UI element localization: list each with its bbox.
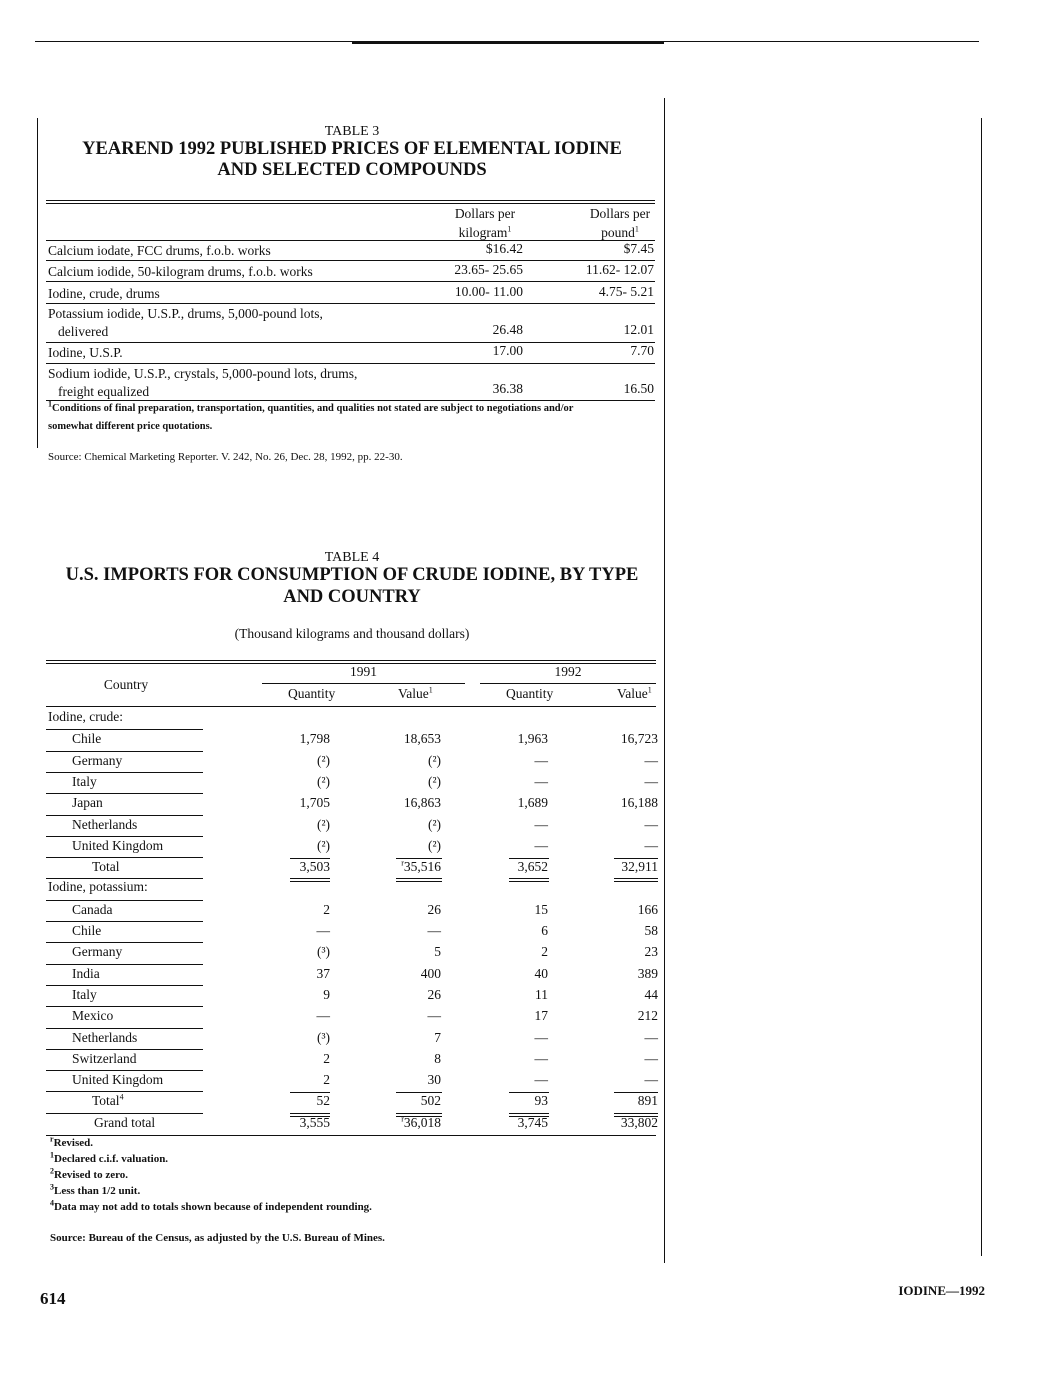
table-row-country: Canada bbox=[72, 901, 113, 917]
table-row-country: Italy bbox=[72, 773, 97, 789]
total-rule bbox=[290, 858, 330, 859]
table4-bottom-rule bbox=[46, 1135, 656, 1136]
table3-row-kg: $16.42 bbox=[485, 241, 523, 256]
cell-q1991: (³) bbox=[316, 1029, 330, 1045]
table3-row-kg: 17.00 bbox=[492, 343, 523, 358]
row-rule bbox=[46, 900, 203, 901]
cell-q1991: (³) bbox=[316, 944, 330, 960]
page-number: 614 bbox=[40, 1289, 66, 1308]
cell-v1992: 32,911 bbox=[621, 859, 658, 875]
table3-col1-line2: kilogram$^1$ bbox=[458, 224, 512, 240]
row-rule bbox=[46, 942, 203, 943]
row-rule bbox=[46, 1091, 203, 1092]
total-double-rule bbox=[396, 878, 442, 879]
cell-v1992: — bbox=[644, 837, 658, 853]
cell-q1992: 17 bbox=[534, 1008, 548, 1024]
table-row-country: United Kingdom bbox=[72, 837, 164, 853]
cell-v1992: — bbox=[644, 1072, 658, 1088]
cell-q1991: 2 bbox=[323, 1050, 330, 1066]
cell-q1991: 1,798 bbox=[299, 731, 330, 747]
total-double-rule bbox=[509, 881, 549, 882]
table3-row-label: Sodium iodide, U.S.P., crystals, 5,000-pound lots, drums, bbox=[48, 366, 358, 381]
table3-row-kg: 10.00- 11.00 bbox=[454, 284, 523, 299]
table3-label: TABLE 3 bbox=[324, 124, 380, 139]
cell-v1991: $^r$35,516 bbox=[401, 858, 441, 875]
table4-footnote-1: $^1$Declared c.i.f. valuation. bbox=[50, 1150, 169, 1165]
cell-v1991: (²) bbox=[427, 773, 441, 789]
cell-q1991: 9 bbox=[323, 986, 330, 1002]
row-rule bbox=[46, 815, 203, 816]
cell-q1992: 3,652 bbox=[517, 859, 548, 875]
table3-row-label: Calcium iodide, 50-kilogram drums, f.o.b. works bbox=[48, 264, 313, 279]
cell-v1991: (²) bbox=[427, 752, 441, 768]
quantity-header-1991: Quantity bbox=[288, 686, 336, 701]
total-double-rule bbox=[290, 881, 330, 882]
table3-title-line2: AND SELECTED COMPOUNDS bbox=[217, 160, 487, 180]
table3-source: Source: Chemical Marketing Reporter. V. 242, No. 26, Dec. 28, 1992, pp. 22-30. bbox=[48, 451, 403, 463]
row-rule bbox=[46, 1028, 203, 1029]
table4-country-header: Country bbox=[103, 677, 149, 692]
table4-top-rule bbox=[46, 660, 656, 661]
cell-q1991: 3,503 bbox=[299, 859, 330, 875]
table3-row-label: Calcium iodate, FCC drums, f.o.b. works bbox=[48, 243, 271, 258]
table-row-country: Mexico bbox=[72, 1008, 114, 1024]
cell-v1992: 389 bbox=[637, 965, 658, 981]
section-heading: Iodine, crude: bbox=[48, 709, 123, 724]
table3-row-lb: 11.62- 12.07 bbox=[585, 262, 654, 277]
cell-q1991: — bbox=[316, 923, 330, 938]
table3-col1-header bbox=[425, 204, 545, 242]
row-rule bbox=[46, 363, 655, 364]
cell-v1991: $^r$36,018 bbox=[401, 1114, 441, 1130]
cell-q1992: 11 bbox=[535, 986, 548, 1002]
cell-v1991: 5 bbox=[434, 944, 441, 960]
total-rule bbox=[290, 1092, 330, 1093]
table4-footnote-revised: $^r$Revised. bbox=[50, 1134, 93, 1149]
cell-q1992: — bbox=[534, 837, 548, 853]
table-row-country: Grand total bbox=[94, 1114, 156, 1130]
row-rule bbox=[46, 1113, 203, 1114]
cell-q1991: 2 bbox=[323, 901, 330, 917]
table4-year2-header: 1992 bbox=[554, 664, 582, 679]
table3-row-lb: $7.45 bbox=[623, 241, 654, 256]
cell-q1992: 15 bbox=[534, 901, 548, 917]
row-rule bbox=[46, 964, 203, 965]
total-rule bbox=[509, 858, 549, 859]
cell-v1991: (²) bbox=[427, 837, 441, 853]
cell-q1991: 3,555 bbox=[299, 1114, 330, 1130]
total-double-rule bbox=[396, 881, 442, 882]
cell-q1991: (²) bbox=[316, 752, 330, 768]
value-header-1992: Value$^1$ bbox=[617, 685, 652, 701]
table4-title-line1: U.S. IMPORTS FOR CONSUMPTION OF CRUDE IODINE, BY TYPE bbox=[65, 565, 639, 585]
quantity-header-1992: Quantity bbox=[506, 686, 554, 701]
table3-col2-line2: pound$^1$ bbox=[601, 224, 639, 240]
table4-year1-header: 1991 bbox=[350, 664, 377, 679]
row-rule bbox=[46, 729, 203, 730]
table3-row-kg: 26.48 bbox=[492, 322, 523, 337]
cell-v1991: — bbox=[427, 923, 441, 938]
total-double-rule bbox=[614, 881, 658, 882]
year2-span-rule bbox=[480, 683, 656, 684]
cell-v1991: 26 bbox=[427, 986, 441, 1002]
cell-q1991: (²) bbox=[316, 816, 330, 832]
cell-v1992: 16,188 bbox=[620, 795, 658, 811]
cell-v1991: — bbox=[427, 1008, 441, 1024]
cell-v1992: 212 bbox=[637, 1008, 658, 1024]
cell-q1992: 3,745 bbox=[517, 1114, 548, 1130]
cell-v1991: 16,863 bbox=[403, 795, 441, 811]
table-row-country: Switzerland bbox=[72, 1050, 137, 1066]
table3-row-label-cont: freight equalized bbox=[58, 384, 150, 399]
cell-q1992: 6 bbox=[541, 923, 548, 938]
table-row-country: Germany bbox=[72, 752, 123, 768]
table-row-country: Total bbox=[92, 859, 120, 875]
total-double-rule bbox=[614, 1113, 658, 1114]
cell-q1991: (²) bbox=[316, 837, 330, 853]
table3-row-lb: 7.70 bbox=[630, 343, 654, 358]
running-title: IODINE—1992 bbox=[898, 1283, 985, 1298]
table4-header-rule bbox=[46, 706, 656, 707]
table-row-country: Total$^4$ bbox=[92, 1092, 124, 1109]
row-rule bbox=[46, 260, 655, 261]
cell-q1992: — bbox=[534, 1050, 548, 1066]
table3-row-kg: 36.38 bbox=[492, 381, 523, 396]
table3-footnote: $^1$Conditions of final preparation, transportation, quantities, and qualities not stated are subject to negotiations and/or bbox=[48, 399, 574, 414]
table-row-country: Netherlands bbox=[72, 816, 138, 832]
table3-row-label: Iodine, U.S.P. bbox=[48, 345, 123, 360]
total-rule bbox=[614, 858, 658, 859]
total-rule bbox=[396, 858, 442, 859]
cell-q1992: 1,963 bbox=[517, 731, 548, 747]
cell-v1992: — bbox=[644, 1029, 658, 1045]
center-column-rule bbox=[664, 98, 665, 1263]
row-rule bbox=[46, 921, 203, 922]
cell-q1992: — bbox=[534, 1072, 548, 1088]
table3-bottom-rule bbox=[46, 400, 655, 401]
total-double-rule bbox=[290, 878, 330, 879]
cell-v1992: — bbox=[644, 1050, 658, 1066]
cell-v1992: 33,802 bbox=[620, 1114, 658, 1130]
cell-v1992: 891 bbox=[637, 1093, 658, 1109]
cell-v1992: — bbox=[644, 773, 658, 789]
cell-v1991: 30 bbox=[427, 1072, 441, 1088]
row-rule bbox=[46, 1070, 203, 1071]
cell-q1992: 40 bbox=[534, 965, 548, 981]
table-row-country: Italy bbox=[72, 986, 97, 1002]
cell-v1992: — bbox=[644, 752, 658, 768]
row-rule bbox=[46, 857, 203, 858]
cell-q1992: — bbox=[534, 773, 548, 789]
cell-q1992: 93 bbox=[534, 1093, 548, 1109]
table4-label: TABLE 4 bbox=[324, 550, 380, 565]
cell-v1991: 7 bbox=[434, 1029, 441, 1045]
cell-v1992: 16,723 bbox=[620, 731, 658, 747]
cell-q1992: 1,689 bbox=[517, 795, 548, 811]
cell-v1992: — bbox=[644, 816, 658, 832]
cell-q1992: — bbox=[534, 752, 548, 768]
cell-v1991: 8 bbox=[434, 1050, 441, 1066]
cell-v1991: 18,653 bbox=[403, 731, 441, 747]
table3-col2-line1: Dollars per bbox=[589, 206, 651, 221]
cell-q1992: — bbox=[534, 1029, 548, 1045]
cell-q1991: (²) bbox=[316, 773, 330, 789]
table-row-country: Japan bbox=[72, 795, 103, 811]
cell-v1992: 166 bbox=[637, 901, 658, 917]
cell-q1992: — bbox=[534, 816, 548, 832]
cell-q1991: 1,705 bbox=[299, 795, 330, 811]
table4-title-line2: AND COUNTRY bbox=[283, 587, 421, 607]
row-rule bbox=[46, 303, 655, 304]
table3-row-lb: 16.50 bbox=[623, 381, 654, 396]
row-rule bbox=[46, 985, 203, 986]
row-rule bbox=[46, 281, 655, 282]
table3-footnote-cont: somewhat different price quotations. bbox=[48, 421, 213, 432]
cell-q1992: 2 bbox=[541, 944, 548, 960]
cell-q1991: 52 bbox=[316, 1093, 330, 1109]
table3-col2-header bbox=[560, 204, 680, 242]
table3-row-lb: 12.01 bbox=[623, 322, 654, 337]
table3-row-lb: 4.75- 5.21 bbox=[598, 284, 654, 299]
total-double-rule bbox=[509, 1113, 549, 1114]
table3-row-label-cont: delivered bbox=[58, 324, 109, 339]
right-column-rule bbox=[981, 118, 982, 1256]
table-row-country: Chile bbox=[72, 923, 102, 938]
table-row-country: United Kingdom bbox=[72, 1072, 164, 1088]
row-rule bbox=[46, 772, 203, 773]
table4-footnote-3: $^3$Less than 1/2 unit. bbox=[50, 1182, 141, 1197]
total-double-rule bbox=[290, 1113, 330, 1114]
table-row-country: Germany bbox=[72, 944, 123, 960]
table4-source: Source: Bureau of the Census, as adjusted by the U.S. Bureau of Mines. bbox=[50, 1232, 385, 1244]
top-rule-thick bbox=[352, 41, 664, 44]
table4-footnote-2: $^2$Revised to zero. bbox=[50, 1166, 129, 1181]
total-rule bbox=[396, 1092, 442, 1093]
row-rule bbox=[46, 1049, 203, 1050]
table-row-country: India bbox=[72, 965, 100, 981]
table4-units: (Thousand kilograms and thousand dollars) bbox=[234, 626, 470, 641]
row-rule bbox=[46, 793, 203, 794]
table-row-country: Chile bbox=[72, 731, 102, 747]
table3-col1-line1: Dollars per bbox=[454, 206, 516, 221]
cell-q1991: 2 bbox=[323, 1072, 330, 1088]
cell-v1991: 400 bbox=[420, 965, 441, 981]
row-rule bbox=[46, 836, 203, 837]
row-rule bbox=[46, 1006, 203, 1007]
total-rule bbox=[509, 1092, 549, 1093]
cell-v1991: 502 bbox=[420, 1093, 441, 1109]
table3-title-line1: YEAREND 1992 PUBLISHED PRICES OF ELEMENTAL IODINE bbox=[82, 139, 622, 159]
year1-span-rule bbox=[262, 683, 465, 684]
cell-v1991: (²) bbox=[427, 816, 441, 832]
cell-v1992: 44 bbox=[644, 986, 658, 1002]
cell-v1992: 23 bbox=[644, 944, 658, 960]
section-heading: Iodine, potassium: bbox=[48, 879, 148, 895]
cell-v1992: 58 bbox=[644, 923, 658, 938]
cell-v1991: 26 bbox=[427, 901, 441, 917]
table4-footnote-4: $^4$Data may not add to totals shown because of independent rounding. bbox=[50, 1198, 372, 1213]
table3-row-label: Potassium iodide, U.S.P., drums, 5,000-pound lots, bbox=[48, 306, 323, 321]
total-rule bbox=[614, 1092, 658, 1093]
cell-q1991: 37 bbox=[316, 965, 330, 981]
total-double-rule bbox=[614, 878, 658, 879]
row-rule bbox=[46, 751, 203, 752]
table3-row-label: Iodine, crude, drums bbox=[48, 286, 160, 301]
table3-row-kg: 23.65- 25.65 bbox=[454, 262, 523, 277]
table3-top-rule bbox=[46, 200, 655, 201]
left-column-rule bbox=[37, 118, 38, 448]
table-row-country: Netherlands bbox=[72, 1029, 138, 1045]
value-header-1991: Value$^1$ bbox=[398, 685, 433, 701]
cell-q1991: — bbox=[316, 1008, 330, 1024]
total-double-rule bbox=[509, 878, 549, 879]
